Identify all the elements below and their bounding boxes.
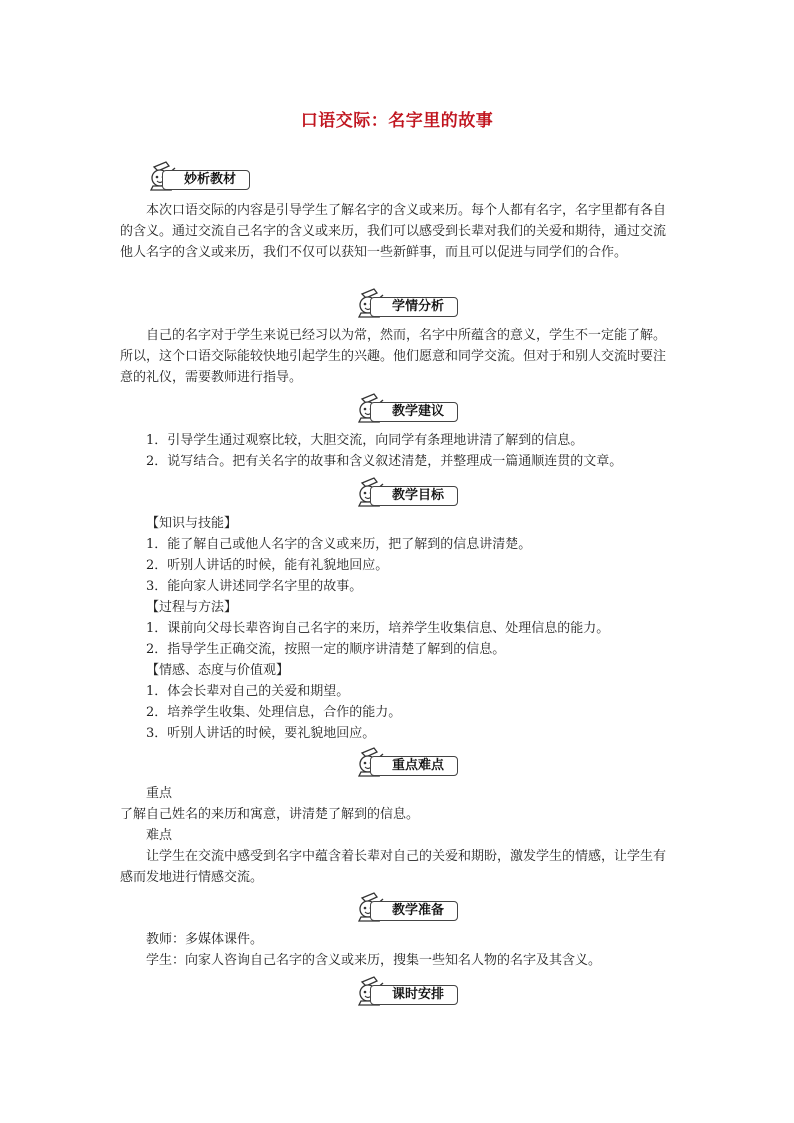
section-badge-suggestion: [354, 392, 466, 426]
teacher-prep: 教师：多媒体课件。: [146, 932, 264, 947]
list-item: 1．引导学生通过观察比较，大胆交流，向同学有条理地讲清了解到的信息。: [146, 433, 584, 448]
section-badge-keypoints: [354, 746, 466, 780]
section-badge-schedule: [354, 975, 466, 1009]
list-item: 1．体会长辈对自己的关爱和期望。: [146, 684, 350, 699]
list-item: 3．能向家人讲述同学名字里的故事。: [146, 579, 363, 594]
goal-group-heading: 【情感、态度与价值观】: [146, 663, 290, 678]
list-item: 3．听别人讲话的时候，要礼貌地回应。: [146, 726, 376, 741]
paragraph: 本次口语交际的内容是引导学生了解名字的含义或来历。每个人都有名字，名字里都有各自的含义。通过交流自己名字的含义或来历，我们可以感受到长辈对我们的关爱和期待，通过交流他人名字的含义或来历，我们不仅可以获知一些新鲜事，而且可以促进与同学们的合作。: [120, 203, 667, 260]
list-item: 1．能了解自己或他人名字的含义或来历，把了解到的信息讲清楚。: [146, 537, 532, 552]
list-item: 2．说写结合。把有关名字的故事和含义叙述清楚，并整理成一篇通顺连贯的文章。: [146, 454, 623, 469]
paragraph: 自己的名字对于学生来说已经习以为常，然而，名字中所蕴含的意义，学生不一定能了解。所以，这个口语交际能较快地引起学生的兴趣。他们愿意和同学交流。但对于和别人交流时要注意的礼仪，需要教师进行指导。: [120, 328, 667, 385]
section-badge-preparation: [354, 891, 466, 925]
section-heading: 课时安排: [391, 987, 444, 1002]
page-title: 口语交际：名字里的故事: [300, 111, 494, 131]
difficulty-text: 让学生在交流中感受到名字中蕴含着长辈对自己的关爱和期盼，激发学生的情感，让学生有感而发地进行情感交流。: [120, 849, 667, 885]
list-item: 2．指导学生正确交流，按照一定的顺序讲清楚了解到的信息。: [146, 642, 506, 657]
section-badge-goals: [354, 476, 466, 510]
difficulty-label: 难点: [146, 828, 173, 843]
section-badge-analysis: [146, 160, 258, 194]
list-item: 2．培养学生收集、处理信息，合作的能力。: [146, 705, 402, 720]
student-prep: 学生：向家人咨询自己名字的含义或来历，搜集一些知名人物的名字及其含义。: [146, 953, 602, 968]
section-heading: 教学准备: [391, 903, 444, 918]
section-heading: 学情分析: [391, 299, 444, 314]
section-badge-learning: [354, 287, 466, 321]
section-heading: 教学建议: [391, 404, 444, 419]
section-heading: 教学目标: [391, 488, 444, 503]
goal-group-heading: 【知识与技能】: [146, 516, 238, 531]
list-item: 1．课前向父母长辈咨询自己名字的来历，培养学生收集信息、处理信息的能力。: [146, 621, 610, 636]
key-label: 重点: [146, 786, 173, 801]
section-heading: 妙析教材: [183, 172, 236, 187]
section-heading: 重点难点: [391, 758, 444, 773]
goal-group-heading: 【过程与方法】: [146, 600, 238, 615]
list-item: 2．听别人讲话的时候，能有礼貌地回应。: [146, 558, 389, 573]
key-text: 了解自己姓名的来历和寓意，讲清楚了解到的信息。: [120, 807, 420, 822]
